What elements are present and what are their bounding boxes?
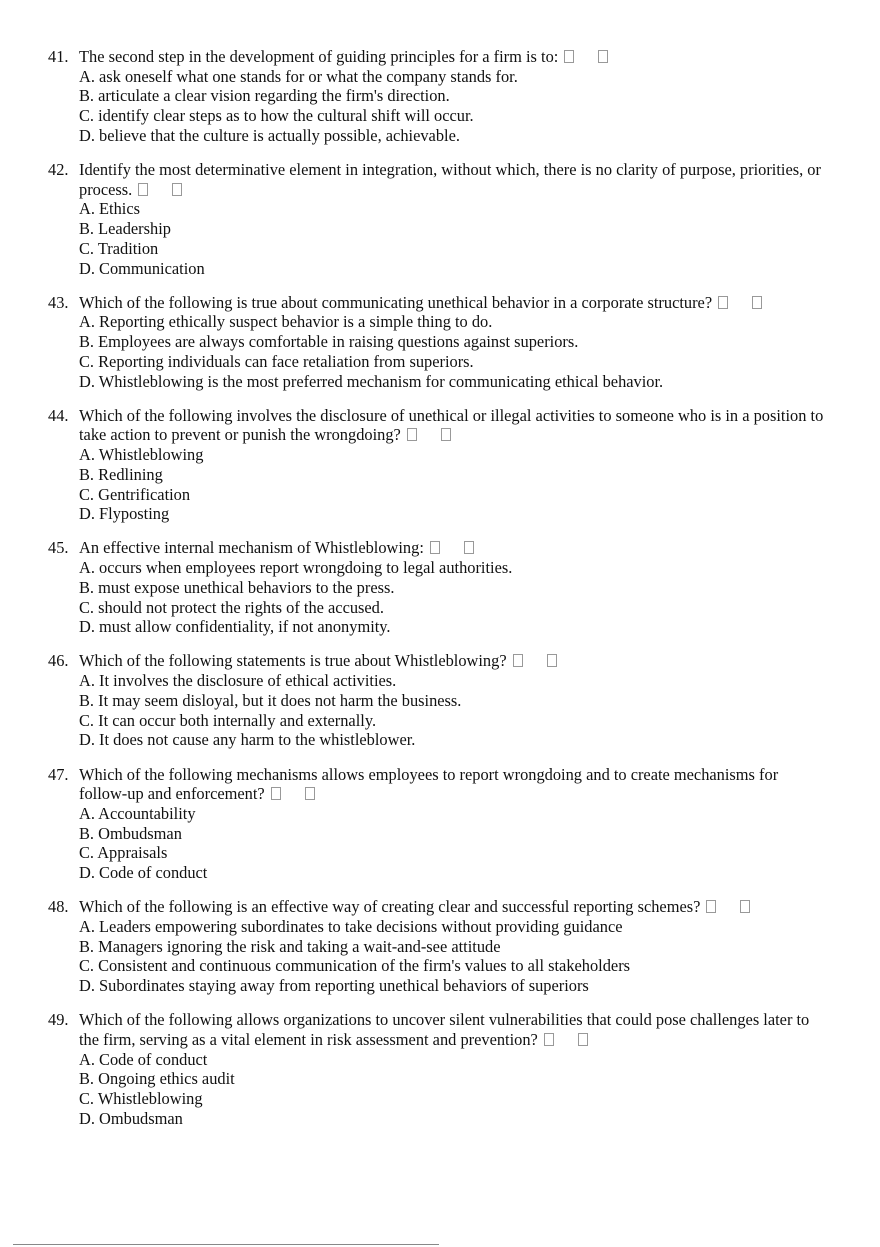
question (48, 538, 828, 637)
question-text-content: Which of the following statements is true about Whistleblowing? (79, 651, 507, 671)
answer-option: D. It does not cause any harm to the whistleblower. (79, 730, 416, 750)
missing-glyph-box-icon (564, 50, 574, 63)
missing-glyph-box-icon (430, 541, 440, 554)
question-text-content: Which of the following involves the disclosure of unethical or illegal activities to someone who is in a position to take action to prevent or punish the wrongdoing? (79, 405, 824, 445)
answer-option: D. Communication (79, 258, 205, 278)
question-text-content: Identify the most determinative element in integration, without which, there is no clarity of purpose, priorities, or process. (79, 160, 821, 199)
question-list (48, 47, 828, 1143)
answer-option: B. Ongoing ethics audit (79, 1069, 235, 1089)
answer-option: D. Subordinates staying away from reporting unethical behaviors of superiors (79, 976, 589, 996)
question-text (79, 538, 828, 558)
question-stem (48, 765, 828, 804)
answer-option: A. Whistleblowing (79, 445, 204, 465)
answer-option: B. Managers ignoring the risk and taking a wait-and-see attitude (79, 936, 501, 956)
answer-option: B. Redlining (79, 464, 163, 484)
question-text-content: An effective internal mechanism of Whistleblowing: (79, 538, 424, 558)
answer-option: A. It involves the disclosure of ethical activities. (79, 671, 397, 691)
question (48, 160, 828, 278)
question-text (79, 293, 828, 313)
question-stem (48, 160, 828, 199)
answer-option: B. Employees are always comfortable in raising questions against superiors. (79, 332, 579, 352)
answer-option: C. identify clear steps as to how the cultural shift will occur. (79, 106, 474, 126)
question-text-content: Which of the following allows organizations to uncover silent vulnerabilities that could pose challenges later to the firm, serving as a vital element in risk assessment and prevention? (79, 1010, 810, 1049)
question (48, 651, 828, 750)
missing-glyph-box-icon (718, 296, 728, 309)
answer-option: A. occurs when employees report wrongdoing to legal authorities. (79, 558, 513, 578)
question-number: 46. (48, 651, 69, 671)
missing-glyph-box-icon (407, 428, 417, 441)
answer-option: C. Appraisals (79, 843, 168, 863)
question-text (79, 651, 828, 671)
question-number: 41. (48, 47, 69, 66)
missing-glyph-box-icon (544, 1033, 554, 1046)
question-number: 42. (48, 160, 69, 180)
question-text (79, 160, 828, 199)
missing-glyph-box-icon (305, 787, 315, 800)
missing-glyph-box-icon (513, 654, 523, 667)
question (48, 406, 828, 524)
question-text (79, 47, 828, 67)
missing-glyph-box-icon (547, 654, 557, 667)
answer-option: B. must expose unethical behaviors to the press. (79, 577, 395, 597)
answer-option: D. Ombudsman (79, 1108, 183, 1128)
answer-option: A. ask oneself what one stands for or what the company stands for. (79, 66, 518, 86)
question-stem (48, 1010, 828, 1049)
missing-glyph-box-icon (598, 50, 608, 63)
question-number: 49. (48, 1010, 69, 1030)
missing-glyph-box-icon (441, 428, 451, 441)
answer-option: B. articulate a clear vision regarding the firm's direction. (79, 86, 450, 106)
answer-option: C. Gentrification (79, 484, 191, 504)
answer-option: C. Tradition (79, 238, 159, 258)
question (48, 1010, 828, 1128)
question-text-content: Which of the following is true about communicating unethical behavior in a corporate structure? (79, 292, 713, 312)
answer-option: C. It can occur both internally and externally. (79, 710, 377, 730)
answer-option: C. Consistent and continuous communication of the firm's values to all stakeholders (79, 956, 631, 976)
missing-glyph-box-icon (578, 1033, 588, 1046)
missing-glyph-box-icon (172, 183, 182, 196)
question-text-content: The second step in the development of guiding principles for a firm is to: (79, 47, 559, 66)
missing-glyph-box-icon (706, 900, 716, 913)
question-stem (48, 651, 828, 671)
question (48, 293, 828, 392)
question-text (79, 406, 828, 445)
question-stem (48, 293, 828, 313)
answer-option: A. Accountability (79, 803, 196, 823)
missing-glyph-box-icon (138, 183, 148, 196)
answer-option: A. Ethics (79, 199, 141, 219)
question-number: 43. (48, 292, 69, 312)
question (48, 47, 828, 146)
answer-option: B. Ombudsman (79, 823, 182, 843)
question-stem (48, 538, 828, 558)
answer-option: C. Whistleblowing (79, 1089, 203, 1109)
answer-option: B. It may seem disloyal, but it does not harm the business. (79, 690, 462, 710)
question (48, 897, 828, 996)
answer-option: D. must allow confidentiality, if not anonymity. (79, 617, 391, 637)
question-text (79, 897, 828, 917)
answer-option: D. Whistleblowing is the most preferred mechanism for communicating ethical behavior. (79, 371, 664, 391)
answer-option: D. Flyposting (79, 504, 170, 524)
missing-glyph-box-icon (752, 296, 762, 309)
question-number: 45. (48, 538, 69, 558)
question-stem (48, 406, 828, 445)
answer-option: D. believe that the culture is actually possible, achievable. (79, 125, 460, 145)
question (48, 765, 828, 883)
answer-option: B. Leadership (79, 219, 171, 239)
missing-glyph-box-icon (740, 900, 750, 913)
question-text-content: Which of the following is an effective way of creating clear and successful reporting schemes? (79, 897, 701, 917)
question-text-content: Which of the following mechanisms allows employees to report wrongdoing and to create mechanisms for follow-up and enforcement? (79, 764, 779, 804)
question-text (79, 1010, 828, 1049)
footnote-divider (13, 1244, 439, 1245)
answer-option: A. Reporting ethically suspect behavior is a simple thing to do. (79, 312, 493, 332)
question-stem (48, 897, 828, 917)
question-number: 47. (48, 764, 69, 784)
answer-option: D. Code of conduct (79, 863, 208, 883)
answer-option: A. Code of conduct (79, 1049, 208, 1069)
question-number: 44. (48, 405, 69, 425)
missing-glyph-box-icon (464, 541, 474, 554)
missing-glyph-box-icon (271, 787, 281, 800)
question-text (79, 765, 828, 804)
answer-option: C. Reporting individuals can face retaliation from superiors. (79, 351, 474, 371)
answer-option: A. Leaders empowering subordinates to take decisions without providing guidance (79, 916, 623, 936)
question-stem (48, 47, 828, 67)
answer-option: C. should not protect the rights of the accused. (79, 597, 384, 617)
question-number: 48. (48, 897, 69, 917)
